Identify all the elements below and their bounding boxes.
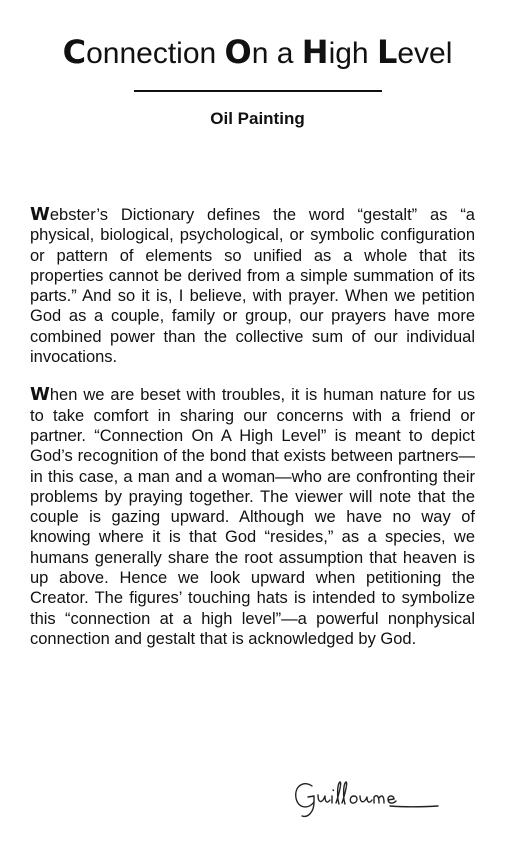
- title-decorative-capital: H: [301, 33, 329, 71]
- title-decorative-capital: C: [62, 33, 87, 71]
- page-title: [0, 32, 515, 74]
- title-underline: [134, 90, 382, 92]
- body-text: [30, 205, 475, 649]
- title-text: evel: [397, 37, 453, 70]
- title-text: n a: [251, 37, 302, 70]
- paragraph-initial: W: [30, 384, 50, 406]
- title-decorative-capital: O: [224, 33, 252, 71]
- title-decorative-capital: L: [376, 33, 398, 71]
- signature: [292, 776, 442, 822]
- paragraph-text: ebster’s Dictionary defines the word “gestalt” as “a physical, biological, psychological, or symbolic configuration or pattern of elements so unified as a whole that its properties cannot be derived from a simple summation of its parts.” And so it is, I believe, with prayer. When we petition God as a couple, family or group, our prayers have more combined power than the collective sum of our individual invocations.: [30, 206, 475, 367]
- paragraph-2: [30, 385, 475, 649]
- title-text: igh: [328, 37, 377, 70]
- paragraph-initial: W: [30, 204, 50, 225]
- paragraph-text: hen we are beset with troubles, it is human nature for us to take comfort in sharing our concerns with a friend or partner. “Connection On A High Level” is meant to depict God’s recognition of the bond that exists between partners—in this case, a man and a woman—who are confronting their problems by praying together. The viewer will note that the couple is gazing upward. Although we have no way of knowing where it is that God “resides,” as a species, we humans generally share the root assumption that heaven is up above. Hence we look upward when petitioning the Creator. The figures’ touching hats is intended to symbolize this “connection at a high level”—a powerful nonphysical connection and gestalt that is acknowledged by God.: [30, 386, 475, 648]
- subtitle: Oil Painting: [210, 109, 305, 128]
- paragraph-1: [30, 205, 475, 367]
- title-text: onnection: [86, 37, 225, 70]
